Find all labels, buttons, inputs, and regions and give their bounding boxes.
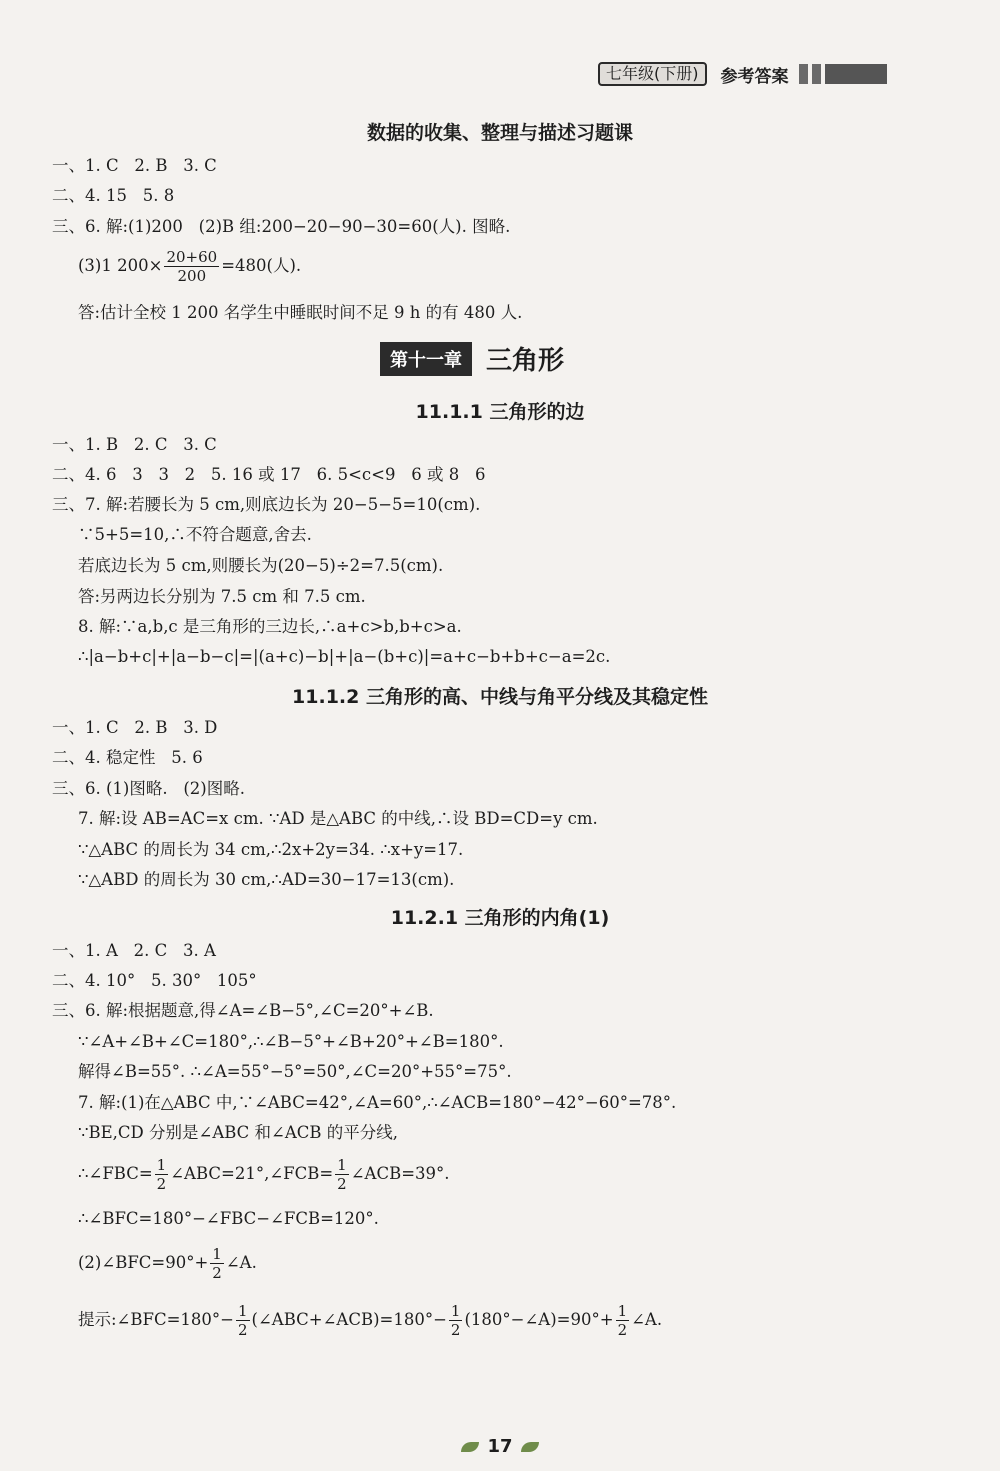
answer-line: 7. 解:设 AB=AC=x cm. ∵AD 是△ABC 的中线,∴设 BD=CD=y cm. — [78, 809, 598, 828]
answer-line: ∵△ABD 的周长为 30 cm,∴AD=30−17=13(cm). — [78, 870, 455, 889]
answer-line: ∵BE,CD 分别是∠ABC 和∠ACB 的平分线, — [78, 1123, 399, 1142]
answer-line: (2)∠BFC=90°+ $\frac{1}{2}$ ∠A. — [78, 1245, 257, 1282]
section-title: 数据的收集、整理与描述习题课 — [366, 122, 633, 144]
page-header — [598, 62, 891, 86]
answer-line: 二、4. 6 3 3 2 5. 16 或 17 6. 5<c<9 6 或 8 6 — [52, 465, 486, 484]
answer-line: ∵5+5=10,∴不符合题意,舍去. — [78, 525, 312, 544]
answer-line: 三、6. 解:(1)200 (2)B 组:200−20−90−30=60(人). 图略. — [52, 217, 511, 236]
answer-line: 一、1. C 2. B 3. D — [52, 718, 218, 737]
page-number: 17 — [0, 1436, 1000, 1457]
answer-line: 答:另两边长分别为 7.5 cm 和 7.5 cm. — [78, 587, 366, 606]
answer-line: 三、6. 解:根据题意,得∠A=∠B−5°,∠C=20°+∠B. — [52, 1001, 434, 1020]
section-title: 11.1.2 三角形的高、中线与角平分线及其稳定性 — [292, 686, 708, 708]
section-title: 11.2.1 三角形的内角(1) — [390, 907, 610, 929]
answer-line: 一、1. C 2. B 3. C — [52, 156, 217, 175]
answer-line: (3)1 200× $\frac{20+60}{200}$ =480(人). — [78, 248, 302, 285]
answers-label: 参考答案 — [720, 66, 789, 87]
answer-line: 若底边长为 5 cm,则腰长为(20−5)÷2=7.5(cm). — [78, 556, 444, 575]
answer-line: 提示:∠BFC=180°− $\frac{1}{2}$ (∠ABC+∠ACB)=180°− $\frac{1}{2}$ (180°−∠A)=90°+ $\frac{1}{2}$ ∠A. — [78, 1302, 663, 1339]
answer-line: 7. 解:(1)在△ABC 中,∵∠ABC=42°,∠A=60°,∴∠ACB=180°−42°−60°=78°. — [78, 1093, 677, 1112]
answer-line: 一、1. A 2. C 3. A — [52, 941, 216, 960]
section-title: 11.1.1 三角形的边 — [415, 401, 585, 423]
header-decoration — [799, 64, 891, 84]
chapter-heading — [380, 340, 564, 377]
answer-line: ∴|a−b+c|+|a−b−c|=|(a+c)−b|+|a−(b+c)|=a+c−b+b+c−a=2c. — [78, 647, 611, 666]
answer-line: 8. 解:∵a,b,c 是三角形的三边长,∴a+c>b,b+c>a. — [78, 617, 462, 636]
answer-line: 解得∠B=55°. ∴∠A=55°−5°=50°,∠C=20°+55°=75°. — [78, 1062, 512, 1081]
answer-line: 二、4. 稳定性 5. 6 — [52, 748, 203, 767]
leaf-icon — [461, 1442, 479, 1452]
answer-line: ∵△ABC 的周长为 34 cm,∴2x+2y=34. ∴x+y=17. — [78, 840, 464, 859]
answer-line: 二、4. 15 5. 8 — [52, 186, 175, 205]
grade-label: 七年级(下册) — [598, 62, 707, 86]
answer-line: ∴∠BFC=180°−∠FBC−∠FCB=120°. — [78, 1209, 379, 1228]
answer-line: ∵∠A+∠B+∠C=180°,∴∠B−5°+∠B+20°+∠B=180°. — [78, 1032, 504, 1051]
answer-line: ∴∠FBC= $\frac{1}{2}$ ∠ABC=21°,∠FCB= $\frac{1}{2}$ ∠ACB=39°. — [78, 1156, 450, 1193]
answer-line: 答:估计全校 1 200 名学生中睡眠时间不足 9 h 的有 480 人. — [78, 303, 523, 322]
answer-line: 三、6. (1)图略. (2)图略. — [52, 779, 245, 798]
answer-line: 一、1. B 2. C 3. C — [52, 435, 217, 454]
chapter-number: 第十一章 — [380, 342, 472, 376]
leaf-icon — [521, 1442, 539, 1452]
answer-line: 三、7. 解:若腰长为 5 cm,则底边长为 20−5−5=10(cm). — [52, 495, 481, 514]
answer-line: 二、4. 10° 5. 30° 105° — [52, 971, 257, 990]
chapter-title: 三角形 — [486, 346, 565, 376]
